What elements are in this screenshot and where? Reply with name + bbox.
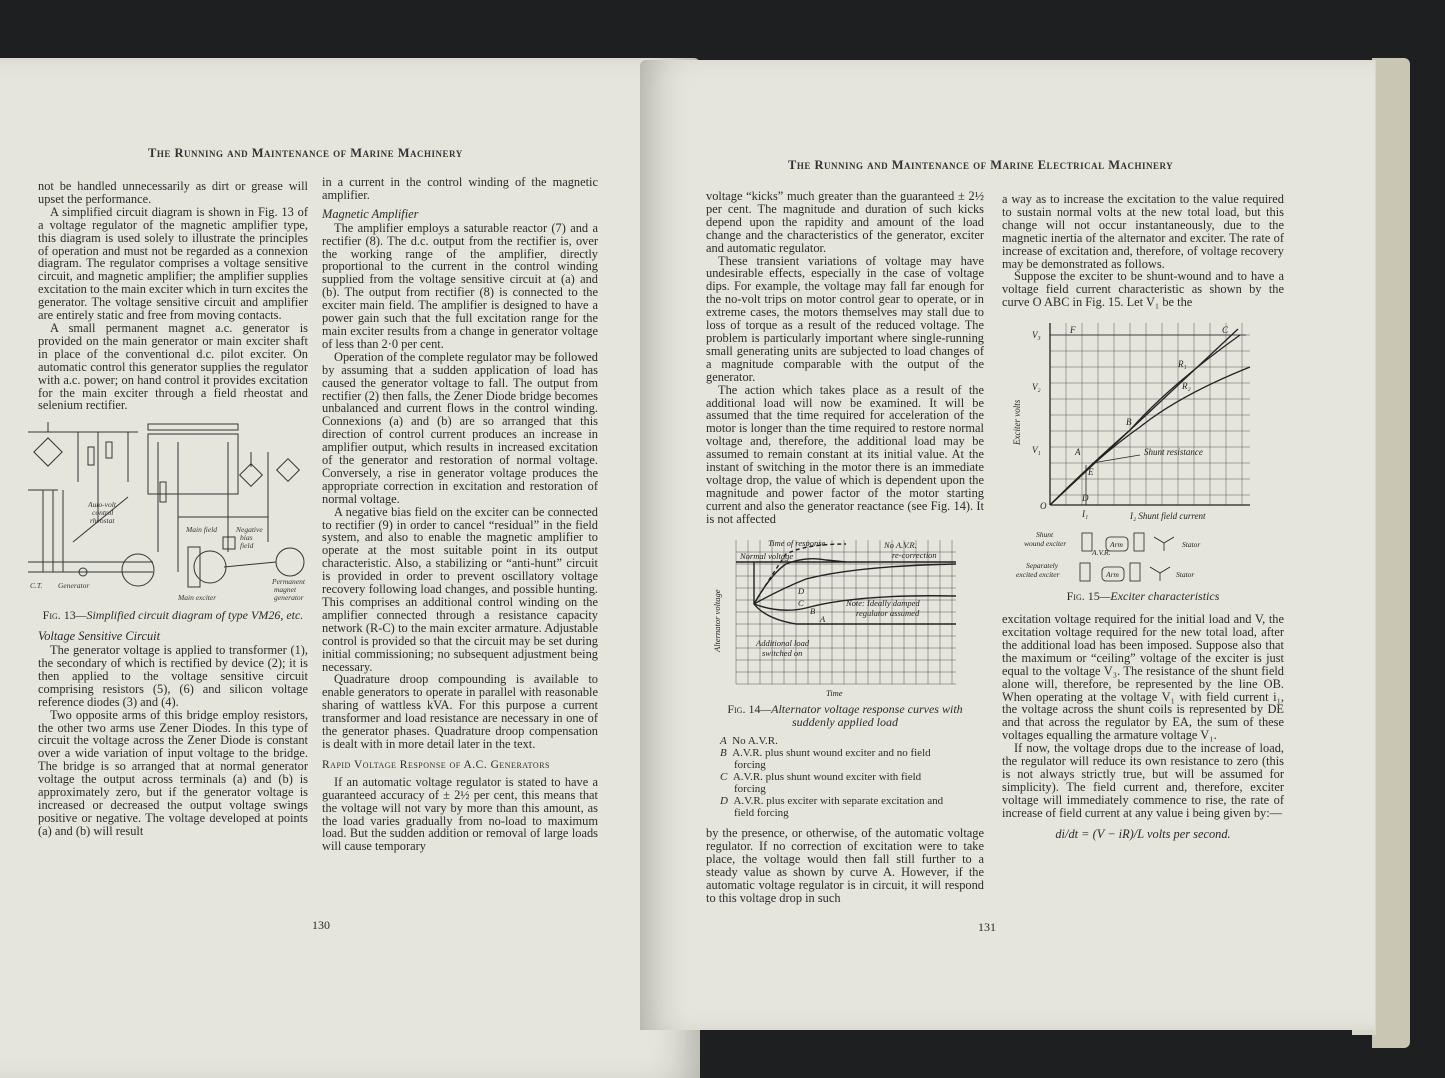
formula: di/dt = (V − iR)/L volts per second.	[1055, 826, 1231, 841]
fig13-label-generator2: generator	[274, 593, 304, 603]
fig15-o: O	[1040, 501, 1047, 512]
paragraph: a way as to increase the excitation to the value required to sustain normal volts at the new total load, but this change will not occur instantaneously, due to the magnetic inertia of the alternator and exciter. The rate of increase of excitation and, therefore, of voltage recovery may be demonstrated as follows.	[1002, 192, 1284, 271]
page-number: 131	[978, 920, 996, 934]
left-column-1	[30, 179, 308, 838]
paragraph: not be handled unnecessarily as dirt or grease will upset the performance.	[38, 179, 308, 206]
fig14-re-correction: re-correction	[892, 549, 937, 560]
fig14-switched-on: switched on	[762, 647, 803, 658]
fig15-separately: Separately	[1026, 561, 1059, 571]
paragraph: in a current in the control winding of the magnetic amplifier.	[322, 175, 598, 202]
paragraph: If an automatic voltage regulator is stated to have a guaranteed accuracy of ± 2½ per cent, this means that the voltage will not vary by more than this amount, as the load varies gradually from no-load to maximum load. But the sudden addition or removal of large loads will cause temporary	[322, 774, 598, 854]
book-edge	[1372, 58, 1410, 1048]
fig15-ylabel: Exciter volts	[1012, 399, 1022, 446]
fig15-f: F	[1070, 325, 1076, 336]
fig14-curve-c: C	[798, 597, 804, 608]
fig15-xlabel: I₂ Shunt field current	[1130, 511, 1206, 522]
fig14-ylabel: Alternator voltage	[712, 589, 722, 652]
fig15-r1: R₁	[1178, 359, 1187, 370]
paragraph: Two opposite arms of this bridge employ resistors, the other two arms use Zener Diodes. In this type of circuit the voltage across the Zener Diode is constant over a wide variation of input voltage to the bridge. The bridge is so arranged that at normal generator voltage the output across terminals (a) and (b) is approximately zero, but if the generator voltage is increased or decreased the output voltage swings positive or negative. The voltage developed at points (a) and (b) will result	[38, 707, 308, 838]
fig13-label-ct: C.T.	[30, 581, 43, 591]
fig15-b: B	[1126, 417, 1132, 428]
fig15-stator: Stator	[1182, 540, 1201, 550]
page-number: 130	[312, 918, 330, 932]
legend-item: A No A.V.R.	[720, 735, 778, 748]
fig15-v2: V₂	[1032, 382, 1041, 393]
fig13-caption	[38, 609, 308, 622]
fig13-label-main-field: Main field	[186, 525, 218, 535]
fig15-i1: I₁	[1082, 509, 1089, 520]
subheading: Magnetic Amplifier	[322, 206, 419, 221]
fig15-v1: V₁	[1032, 445, 1041, 456]
fig15-a: A	[1075, 447, 1081, 458]
fig15-wound-exciter: wound exciter	[1024, 539, 1067, 549]
fig14-xlabel: Time	[826, 687, 843, 698]
right-column-2	[1002, 193, 1284, 840]
fig14-time-of-response: Time of response	[768, 537, 826, 548]
paragraph: excitation voltage required for the initial load and V, the excitation voltage required for the new total load, after the additional load has been imposed. Suppose also that the maximum or “ceiling” voltage of the exciter is just equal to the voltage V₃. The resistance of the shunt field alone will, therefore, be represented by the line OB. When operating at the voltage V₁ with field current i₁, the voltage across the shunt coils is represented by DE and that across the regulator by EA, the sum of these voltages equalling the armature voltage V₁.	[1002, 612, 1284, 743]
paragraph: Quadrature droop compounding is available to enable generators to operate in parallel with reasonable sharing of wattless kVA. For this purpose a current transformer and load resistance are necessary in one of the generator phases. Quadrature droop compensation is dealt with in more detail later in the text.	[322, 672, 598, 751]
right-column-1	[706, 190, 984, 905]
fig14-note: Note: Ideally damped	[846, 597, 920, 608]
section-heading: Rapid Voltage Response of A.C. Generators	[322, 758, 550, 771]
paragraph: Operation of the complete regulator may be followed by assuming that a sudden application of load has caused the generator voltage to fall. The output from rectifier (2) then falls, the Zener Diode bridge becomes unbalanced and current flows in the control winding. Connexions (a) and (b) are so arranged that this direction of control current produces an increase in amplifier output, which results in increased excitation of the generator and restoration of normal voltage. Conversely, a rise in generator voltage produces the appropriate correction in excitation and restoration of normal voltage.	[322, 349, 598, 506]
fig13-label-negative: Negative	[236, 525, 263, 535]
exciter-characteristics-chart	[1010, 315, 1270, 585]
fig15-d: D	[1082, 493, 1089, 504]
fig15-c: C	[1222, 325, 1229, 336]
figure-13	[28, 422, 318, 605]
fig13-label-permanent: Permanent	[272, 577, 305, 587]
fig15-e: E	[1088, 467, 1094, 478]
fig15-caption	[1002, 590, 1284, 603]
circuit-diagram	[28, 422, 318, 602]
fig14-curve-d: D	[798, 585, 805, 596]
paragraph: A small permanent magnet a.c. generator is provided on the main generator or main exciter shaft in place of the conventional d.c. pilot exciter. On automatic control this generator supplies the regulator with a.c. power; on hand control it provides excitation for the main exciter through a field rheostat and selenium rectifier.	[38, 320, 308, 413]
fig13-caption-label: Fig. 13	[42, 608, 76, 623]
fig15-caption-label: Fig. 15	[1066, 589, 1100, 604]
legend-item: D A.V.R. plus exciter with separate excitation and field forcing	[720, 795, 944, 820]
paragraph: voltage “kicks” much greater than the guaranteed ± 2½ per cent. The magnitude and duration of such kicks depend upon the rapidity and amount of the load change and the characteristics of the generator, exciter and automatic regulator.	[706, 189, 984, 255]
fig13-label-autovolt: Auto-volt	[88, 500, 116, 510]
fig13-label-bias: bias	[240, 533, 253, 543]
paragraph: These transient variations of voltage may have undesirable effects, especially in the case of voltage dips. For example, the voltage may fall far enough for the no-volt trips on motor control gear to operate, or in extreme cases, the motors themselves may stall due to loss of torque as a result of the reduced voltage. The problem is particularly important where single-running small generating units are subjected to load changes of a magnitude comparable with the output of the generator.	[706, 253, 984, 384]
paragraph: The generator voltage is applied to transformer (1), the secondary of which is rectified by device (2); it is then applied to the voltage sensitive circuit comprising resistors (5), (6) and silicon voltage reference diodes (3) and (4).	[38, 643, 308, 709]
paragraph: The amplifier employs a saturable reactor (7) and a rectifier (8). The d.c. output from the rectifier is, over the working range of the amplifier, directly proportional to the current in the control winding supplied from the voltage sensitive circuit at (a) and (b). The output from rectifier (8) is connected to the exciter main field. The amplifier is designed to have a power gain such that the full excitation range for the main exciter results from a change in generator voltage of less than 2·0 per cent.	[322, 220, 598, 351]
fig13-label-control: control	[92, 508, 114, 518]
fig13-caption-text: —Simplified circuit diagram of type VM26, etc.	[75, 608, 304, 623]
fig15-excited-exciter: excited exciter	[1016, 570, 1060, 580]
fig13-label-generator: Generator	[58, 581, 90, 591]
fig15-arm-2: Arm	[1106, 570, 1119, 580]
fig13-label-field: field	[240, 541, 254, 551]
fig14-additional-load: Additional load	[756, 637, 810, 648]
fig14-normal-voltage: Normal voltage	[740, 550, 794, 561]
paragraph: The action which takes place as a result of the additional load will now be examined. It will be assumed that the time required for acceleration of the motor is longer than the time required to restore normal voltage and, therefore, the additional load may be assumed to remain constant at its initial value. At the instant of switching in the motor there is an immediate voltage drop, the value of which is dependent upon the magnitude and power factor of the motor starting current and also the generator reactance (see Fig. 14). It is not affected	[706, 382, 984, 526]
fig14-legend	[720, 735, 950, 819]
fig15-v3: V₃	[1032, 330, 1041, 341]
fig13-label-magnet: magnet	[274, 585, 297, 595]
paragraph: A simplified circuit diagram is shown in Fig. 13 of a voltage regulator of the magnetic amplifier type, this diagram is used solely to illustrate the principles of operation and must not be regarded as a connexion diagram. The regulator comprises a voltage sensitive circuit, and magnetic amplifier; the amplifier supplies excitation to the main exciter which in turn excites the generator. The voltage sensitive circuit and amplifier are entirely static and free from moving contacts.	[38, 204, 308, 323]
fig14-curve-a: A	[820, 613, 826, 624]
left-column-2	[322, 176, 598, 853]
fig14-curve-b: B	[810, 605, 816, 616]
fig15-avr: A.V.R.	[1092, 548, 1111, 558]
subheading: Voltage Sensitive Circuit	[38, 629, 161, 644]
paragraph: A negative bias field on the exciter can be connected to rectifier (9) in order to cancel “residual” in the field system, and also to enable the magnetic amplifier to operate at the most suitable point in its output characteristic. Also, a stabilizing or “anti-hunt” circuit is provided in order to prevent oscillatory voltage recovery following load changes, and possible hunting. This comprises an additional control winding on the amplifier connected through a resistance capacity network (R-C) to the main exciter armature. Adjustable control is provided so that the circuit may be set during initial commissioning; no subsequent adjustment being necessary.	[322, 504, 598, 674]
left-running-header: The Running and Maintenance of Marine Machinery	[148, 146, 463, 160]
fig14-caption-label: Fig. 14	[727, 702, 761, 717]
figure-15	[1010, 315, 1284, 588]
fig14-no-avr: No A.V.R.	[884, 539, 917, 550]
fig15-stator-2: Stator	[1176, 570, 1195, 580]
fig15-arm: Arm	[1110, 540, 1123, 550]
paragraph: Suppose the exciter to be shunt-wound and to have a voltage field current characteristic as shown by the curve O ABC in Fig. 15. Let V₁ be the	[1002, 269, 1284, 310]
fig14-caption	[706, 703, 984, 729]
fig15-shunt: Shunt	[1036, 530, 1054, 540]
voltage-response-chart	[706, 534, 984, 699]
figure-14	[706, 534, 984, 702]
fig15-r2: R₂	[1182, 381, 1191, 392]
fig15-caption-text: —Exciter characteristics	[1099, 589, 1220, 604]
paragraph: by the presence, or otherwise, of the automatic voltage regulator. If no correction of excitation were to take place, the voltage would then fall still further to a steady value as shown by curve A. However, if the automatic voltage regulator is in circuit, it will respond to this voltage drop in such	[706, 826, 984, 905]
paragraph: If now, the voltage drops due to the increase of load, the regulator will reduce its own resistance to zero (this is not always strictly true, but will be assumed for simplicity). The field current and, therefore, exciter voltage will immediately commence to rise, the rate of increase of field current at any value i being given by:—	[1002, 741, 1284, 820]
fig14-caption-text: —Alternator voltage response curves with suddenly applied load	[760, 702, 963, 730]
right-page	[640, 60, 1375, 1030]
fig13-label-rheostat: rheostat	[90, 516, 115, 526]
fig14-note2: regulator assumed	[856, 607, 920, 618]
legend-item: B A.V.R. plus shunt wound exciter and no field forcing	[720, 747, 931, 772]
left-page	[0, 58, 700, 1078]
right-running-header: The Running and Maintenance of Marine Electrical Machinery	[788, 158, 1174, 172]
fig15-shunt-resistance: Shunt resistance	[1144, 447, 1203, 458]
legend-item: C A.V.R. plus shunt wound exciter with field forcing	[720, 771, 922, 796]
fig13-label-main-exciter: Main exciter	[178, 593, 217, 603]
